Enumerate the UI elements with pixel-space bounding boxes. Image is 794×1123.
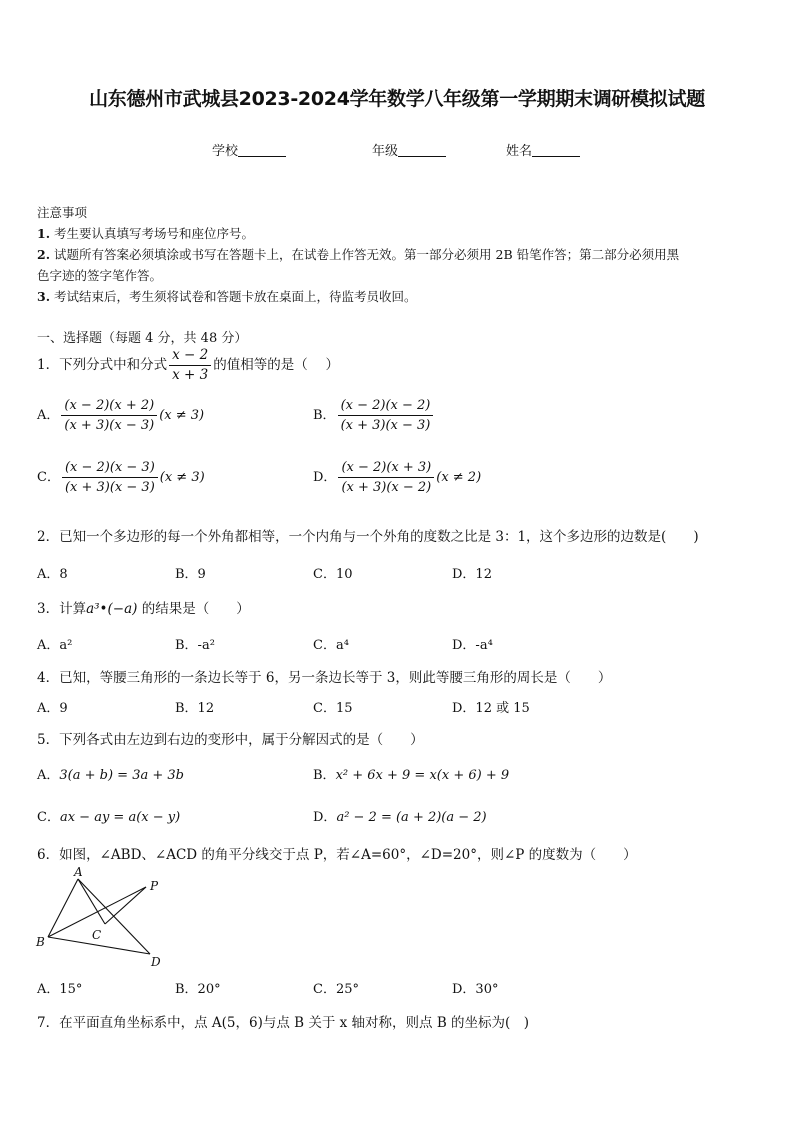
- notice-item-1: [37, 224, 254, 242]
- q6-option-a[interactable]: A．15°: [37, 982, 83, 997]
- option-fraction-den: (x + 3)(x − 2): [341, 480, 432, 495]
- question-6-stem: 6．如图，∠ABD、∠ACD 的角平分线交于点 P，若∠A=60°，∠D=20°，则∠P 的度数为（ ）: [37, 847, 637, 863]
- option-label: C．: [37, 810, 60, 825]
- option-fraction-num: (x − 2)(x + 2): [61, 398, 157, 416]
- grade-blank: [398, 144, 446, 157]
- q6-option-c[interactable]: C．25°: [313, 982, 359, 997]
- notice-item-2: [37, 245, 679, 263]
- q6-option-b[interactable]: B．20°: [175, 982, 221, 997]
- option-label: B．: [313, 408, 336, 423]
- question-5-stem: 5．下列各式由左边到右边的变形中，属于分解因式的是（ ）: [37, 732, 424, 748]
- label-a: A: [74, 865, 83, 879]
- option-condition: (x ≠ 3): [159, 470, 205, 485]
- q1-stem-b: 的值相等的是（ ）: [213, 357, 339, 373]
- option-expression: x² + 6x + 9 = x(x + 6) + 9: [335, 768, 510, 783]
- q2-option-d[interactable]: D．12: [452, 567, 492, 582]
- question-7-stem: 7．在平面直角坐标系中，点 A(5，6)与点 B 关于 x 轴对称，则点 B 的坐标为( ): [37, 1015, 530, 1031]
- name-blank: [532, 144, 580, 157]
- q5-option-b[interactable]: [313, 764, 509, 783]
- option-label: A．: [37, 408, 60, 423]
- q4-option-c[interactable]: C．15: [313, 701, 353, 716]
- question-2-stem: 2．已知一个多边形的每一个外角都相等，一个内角与一个外角的度数之比是 3：1，这个多边形的边数是( ): [37, 529, 699, 545]
- school-field: [212, 140, 286, 159]
- grade-field: [372, 140, 446, 159]
- segment-ac: [78, 879, 105, 924]
- q2-option-a[interactable]: A．8: [37, 567, 68, 582]
- q3-option-c[interactable]: C．a⁴: [313, 638, 349, 653]
- option-fraction-num: (x − 2)(x + 3): [338, 460, 434, 478]
- q1-option-d[interactable]: [313, 460, 481, 495]
- q6-geometry-figure: [30, 862, 180, 972]
- q1-fraction: [169, 348, 211, 383]
- q4-option-a[interactable]: A．9: [37, 701, 68, 716]
- notice-text: 色字迹的签字笔作答。: [37, 268, 163, 283]
- page-title: 山东德州市武城县2023-2024学年数学八年级第一学期期末调研模拟试题: [89, 88, 705, 110]
- notice-text: 考生要认真填写考场号和座位序号。: [54, 226, 255, 241]
- notice-item-3: [37, 287, 417, 305]
- q3-option-b[interactable]: B．-a²: [175, 638, 215, 653]
- q5-option-d[interactable]: [313, 806, 487, 825]
- q3-stem-b: 的结果是（ ）: [137, 601, 250, 617]
- q3-option-d[interactable]: D．-a⁴: [452, 638, 493, 653]
- q1-fraction-den: x + 3: [172, 367, 209, 383]
- option-expression: 3(a + b) = 3a + 3b: [59, 768, 184, 783]
- school-label: 学校: [212, 144, 239, 159]
- label-c: C: [92, 928, 102, 942]
- notice-heading: 注意事项: [37, 205, 88, 220]
- q3-stem-a: 3．计算: [37, 601, 87, 617]
- option-label: D．: [313, 470, 337, 485]
- q1-fraction-num: x − 2: [169, 348, 211, 366]
- option-fraction-den: (x + 3)(x − 3): [340, 418, 431, 433]
- notice-num: 1.: [37, 226, 51, 241]
- label-d: D: [151, 955, 161, 969]
- label-b: B: [36, 935, 45, 949]
- option-condition: (x ≠ 3): [159, 408, 205, 423]
- option-expression: ax − ay = a(x − y): [59, 810, 181, 825]
- notice-item-2-cont: [37, 266, 162, 284]
- option-fraction-den: (x + 3)(x − 3): [64, 418, 155, 433]
- notice-text: 考试结束后，考生须将试卷和答题卡放在桌面上，待监考员收回。: [54, 289, 417, 304]
- option-expression: a² − 2 = (a + 2)(a − 2): [336, 810, 487, 825]
- q5-option-c[interactable]: [37, 806, 180, 825]
- option-label: B．: [313, 768, 336, 783]
- option-fraction-num: (x − 2)(x − 2): [338, 398, 434, 416]
- option-fraction: [61, 398, 157, 433]
- q6-option-d[interactable]: D．30°: [452, 982, 499, 997]
- q3-option-a[interactable]: A．a²: [37, 638, 73, 653]
- q1-option-a[interactable]: [37, 398, 204, 433]
- option-label: C．: [37, 470, 60, 485]
- segment-pc: [105, 887, 146, 924]
- q4-option-b[interactable]: B．12: [175, 701, 215, 716]
- option-condition: (x ≠ 2): [436, 470, 482, 485]
- question-1-stem: [37, 348, 339, 383]
- section-heading: 一、选择题（每题 4 分，共 48 分）: [37, 331, 248, 346]
- q2-option-c[interactable]: C．10: [313, 567, 353, 582]
- option-fraction: [338, 460, 434, 495]
- question-3-stem: [37, 597, 250, 617]
- notice-num: 3.: [37, 289, 51, 304]
- label-p: P: [150, 879, 159, 893]
- q2-option-b[interactable]: B．9: [175, 567, 206, 582]
- q1-option-c[interactable]: [37, 460, 205, 495]
- school-blank: [238, 144, 286, 157]
- option-fraction: [62, 460, 158, 495]
- notice-text: 试题所有答案必须填涂或书写在答题卡上，在试卷上作答无效。第一部分必须用 2B 铅笔作答；第二部分必须用黑: [54, 247, 680, 262]
- q5-option-a[interactable]: [37, 764, 184, 783]
- name-field: [506, 140, 580, 159]
- option-fraction-num: (x − 2)(x − 3): [62, 460, 158, 478]
- option-fraction: [338, 398, 434, 433]
- segment-ab: [48, 879, 78, 937]
- q1-stem-a: 1．下列分式中和分式: [37, 357, 168, 373]
- option-fraction-den: (x + 3)(x − 3): [64, 480, 155, 495]
- notice-num: 2.: [37, 247, 51, 262]
- q1-option-b[interactable]: [313, 398, 435, 433]
- q3-expression: a³•(−a): [86, 601, 138, 617]
- q4-option-d[interactable]: D．12 或 15: [452, 701, 530, 716]
- grade-label: 年级: [372, 144, 399, 159]
- question-4-stem: 4．已知，等腰三角形的一条边长等于 6，另一条边长等于 3，则此等腰三角形的周长是（ ）: [37, 670, 612, 686]
- name-label: 姓名: [506, 144, 533, 159]
- option-label: D．: [313, 810, 337, 825]
- option-label: A．: [37, 768, 60, 783]
